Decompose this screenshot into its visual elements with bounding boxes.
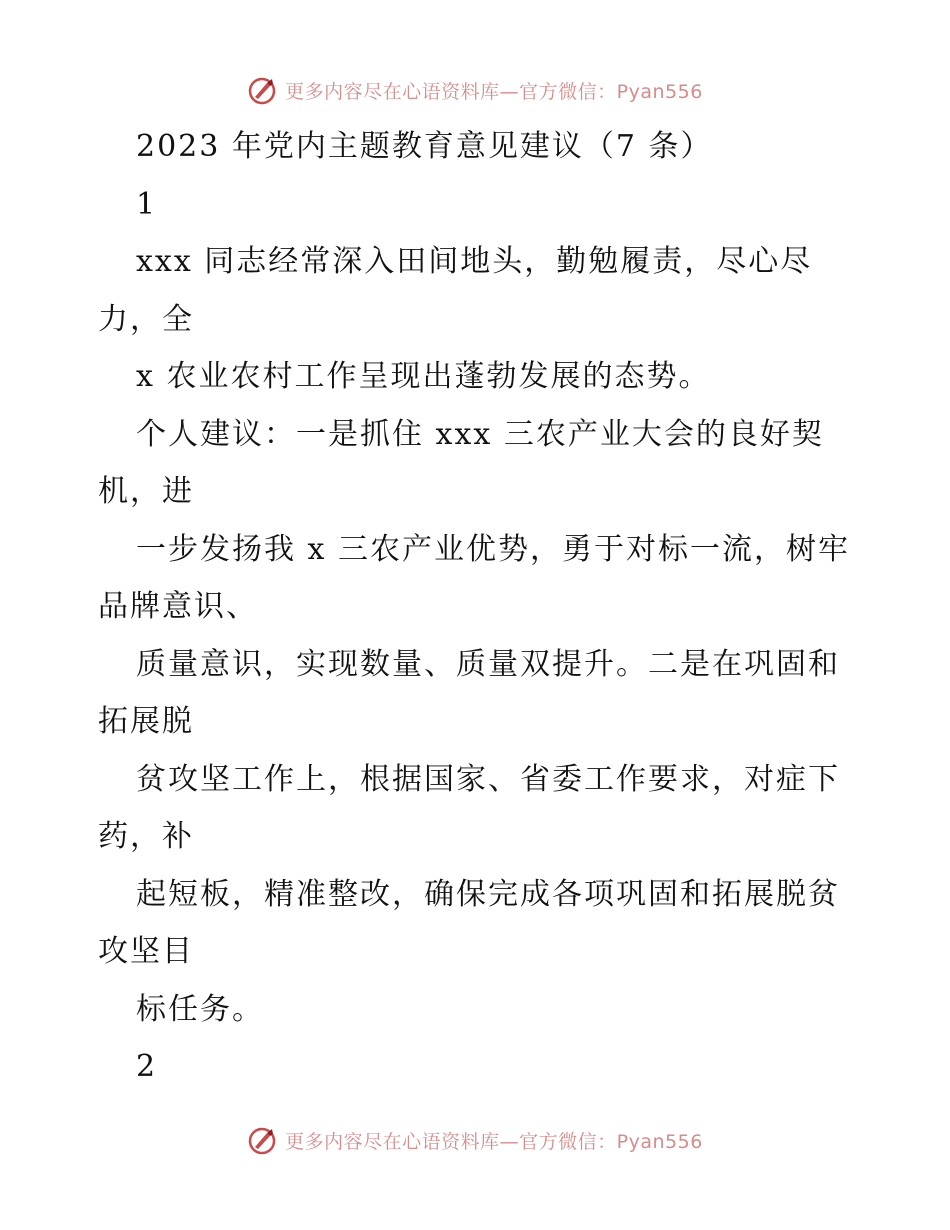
watermark-text: 更多内容尽在心语资料库—官方微信：Pyan556 <box>285 1130 703 1153</box>
footer-watermark <box>0 1120 950 1160</box>
document-body <box>98 118 858 1096</box>
document-title: 2023 年党内主题教育意见建议（7 条） <box>136 129 713 164</box>
paragraph: xxx 同志经常深入田间地头，勤勉履责，尽心尽力，全 <box>98 244 813 337</box>
paragraph: 质量意识，实现数量、质量双提升。二是在巩固和拓展脱 <box>98 646 840 739</box>
watermark-text: 更多内容尽在心语资料库—官方微信：Pyan556 <box>285 80 703 103</box>
paragraph: 起短板，精准整改，确保完成各项巩固和拓展脱贫攻坚目 <box>98 876 840 969</box>
paragraph: 个人建议：一是抓住 xxx 三农产业大会的良好契机，进 <box>98 416 824 509</box>
section-number: 2 <box>136 1049 158 1084</box>
quill-pen-logo-icon <box>247 75 277 105</box>
paragraph: 标任务。 <box>136 991 264 1027</box>
paragraph: x 农业农村工作呈现出蓬勃发展的态势。 <box>136 359 711 394</box>
header-watermark <box>0 70 950 110</box>
section-number: 1 <box>136 186 158 222</box>
paragraph: 贫攻坚工作上，根据国家、省委工作要求，对症下药，补 <box>98 761 840 854</box>
paragraph: 一步发扬我 x 三农产业优势，勇于对标一流，树牢品牌意识、 <box>98 531 850 624</box>
quill-pen-logo-icon <box>247 1125 277 1155</box>
